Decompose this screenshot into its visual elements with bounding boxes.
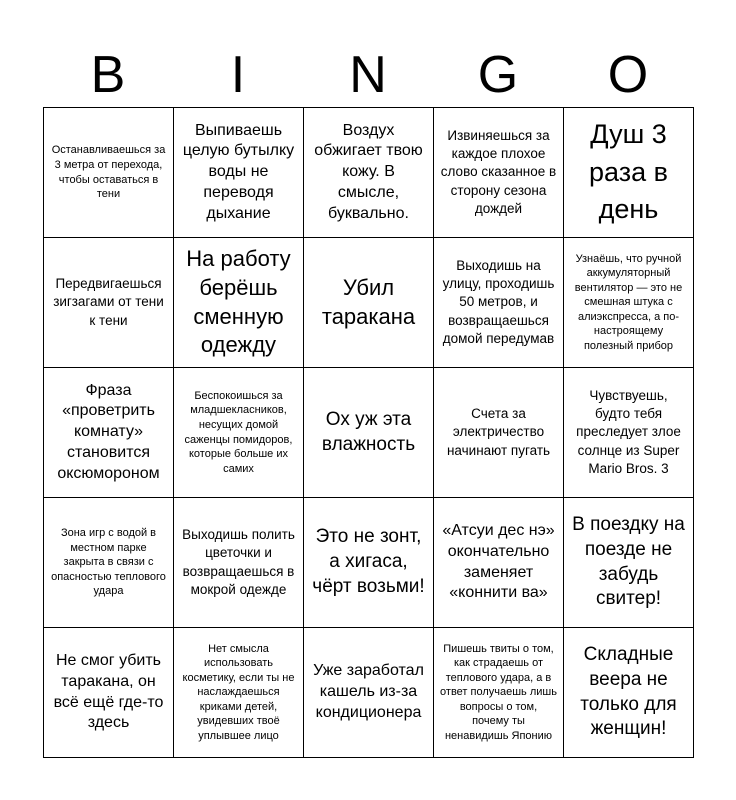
bingo-cell-text: Пишешь твиты о том, как страдаешь от теплового удара, а в ответ получаешь лишь вопросы о том, почему ты ненавидишь Японию	[440, 642, 557, 742]
bingo-cell-5-4[interactable]	[434, 628, 564, 758]
bingo-cell-text: Нет смысла использовать косметику, если ты не наслаждаешься криками детей, увидевших твоё уплывшее лицо	[182, 642, 295, 742]
bingo-cell-4-2[interactable]	[174, 498, 304, 628]
bingo-cell-text: Узнаёшь, что ручной аккумуляторный вентилятор — это не смешная штука с алиэкспресса, а по-настроящему полезный прибор	[574, 252, 683, 352]
bingo-cell-4-5[interactable]	[564, 498, 694, 628]
bingo-cell-1-5[interactable]	[564, 108, 694, 238]
header-letter-g: G	[477, 46, 519, 104]
bingo-cell-5-3[interactable]	[304, 628, 434, 758]
bingo-cell-text: Уже заработал кашель из-за кондиционера	[313, 662, 424, 721]
header-letter-b: B	[90, 46, 126, 104]
bingo-cell-2-1[interactable]	[44, 238, 174, 368]
bingo-cell-text: Душ 3 раза в день	[589, 118, 668, 225]
bingo-cell-text: На работу берёшь сменную одежду	[186, 246, 291, 358]
bingo-cell-2-3[interactable]	[304, 238, 434, 368]
bingo-cell-text: Передвигаешься зигзагами от тени к тени	[53, 275, 164, 328]
bingo-cell-text: Останавливаешься за 3 метра от перехода, чтобы оставаться в тени	[51, 144, 166, 201]
bingo-cell-2-4[interactable]	[434, 238, 564, 368]
bingo-cell-2-5[interactable]	[564, 238, 694, 368]
bingo-cell-1-2[interactable]	[174, 108, 304, 238]
bingo-cell-5-2[interactable]	[174, 628, 304, 758]
bingo-cell-text: Счета за электричество начинают пугать	[446, 405, 551, 458]
bingo-cell-text: Выходишь полить цветочки и возвращаешься в мокрой одежде	[182, 526, 295, 597]
bingo-cell-text: Ох уж эта влажность	[321, 408, 416, 455]
bingo-board	[43, 107, 694, 758]
bingo-cell-text: Воздух обжигает твою кожу. В смысле, буквально.	[314, 121, 423, 222]
header-letter-o: O	[607, 46, 649, 104]
bingo-cell-text: «Атсуи дес нэ» окончательно заменяет «коннити ва»	[442, 521, 555, 602]
bingo-cell-text: Чувствуешь, будто тебя преследует злое солнце из Super Mario Bros. 3	[576, 387, 681, 477]
bingo-cell-1-4[interactable]	[434, 108, 564, 238]
bingo-cell-text: Извиняешься за каждое плохое слово сказанное в сторону сезона дождей	[440, 127, 557, 217]
bingo-cell-text: Убил таракана	[321, 274, 416, 329]
bingo-cell-1-3[interactable]	[304, 108, 434, 238]
bingo-cell-5-5[interactable]	[564, 628, 694, 758]
header-letter-n: N	[349, 46, 387, 104]
bingo-cell-4-4[interactable]	[434, 498, 564, 628]
bingo-cell-2-2[interactable]	[174, 238, 304, 368]
bingo-cell-3-3[interactable]	[304, 368, 434, 498]
bingo-cell-text: В поездку на поезде не забудь свитер!	[572, 514, 685, 610]
header-letter-i: I	[230, 46, 246, 104]
bingo-cell-text: Это не зонт, а хигаса, чёрт возьми!	[312, 526, 425, 597]
bingo-header	[43, 42, 693, 108]
bingo-cell-text: Выходишь на улицу, проходишь 50 метров, и возвращаешься домой передумав	[442, 257, 555, 347]
bingo-cell-4-1[interactable]	[44, 498, 174, 628]
bingo-cell-5-1[interactable]	[44, 628, 174, 758]
bingo-cell-text: Складные веера не только для женщин!	[580, 644, 677, 740]
bingo-cell-3-1[interactable]	[44, 368, 174, 498]
bingo-cell-3-4[interactable]	[434, 368, 564, 498]
bingo-cell-text: Беспокоишься за младшекласников, несущих домой саженцы помидоров, которые больше их самих	[184, 389, 293, 475]
bingo-cell-text: Зона игр с водой в местном парке закрыта в связи с опасностью теплового удара	[51, 527, 166, 598]
bingo-cell-4-3[interactable]	[304, 498, 434, 628]
bingo-cell-3-5[interactable]	[564, 368, 694, 498]
bingo-cell-text: Фраза «проветрить комнату» становится оксюмороном	[57, 381, 160, 482]
bingo-cell-1-1[interactable]	[44, 108, 174, 238]
bingo-cell-3-2[interactable]	[174, 368, 304, 498]
bingo-cell-text: Не смог убить таракана, он всё ещё где-то здесь	[53, 651, 164, 732]
bingo-cell-text: Выпиваешь целую бутылку воды не переводя дыхание	[182, 121, 295, 222]
